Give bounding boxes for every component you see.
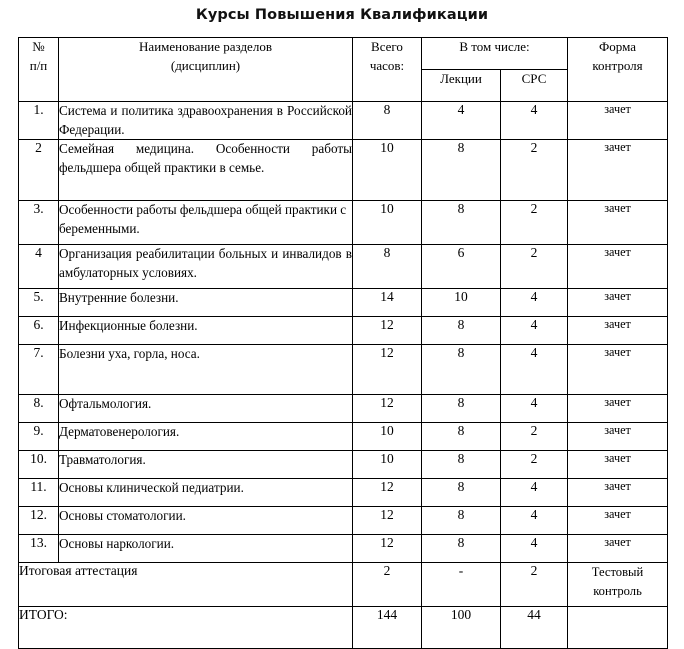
- cell-srs: 2: [501, 451, 568, 479]
- cell-section-name: Дерматовенерология.: [59, 423, 353, 451]
- cell-total-hours: 10: [353, 423, 422, 451]
- header-control-line1: Форма: [599, 39, 636, 54]
- header-number-line1: №: [32, 39, 45, 54]
- cell-total-hours: 8: [353, 245, 422, 289]
- attestation-control-line2: контроль: [593, 584, 642, 599]
- cell-control-form: зачет: [568, 317, 668, 345]
- cell-control-form: зачет: [568, 479, 668, 507]
- table-row: [19, 345, 668, 395]
- cell-lectures: 8: [422, 140, 501, 201]
- curriculum-table-wrapper: [18, 37, 667, 649]
- cell-srs: 2: [501, 140, 568, 201]
- cell-number: 10.: [19, 451, 59, 479]
- cell-lectures: 8: [422, 395, 501, 423]
- header-cell-number: [19, 38, 59, 102]
- cell-section-name: Офтальмология.: [59, 395, 353, 423]
- cell-section-name: Основы клинической педиатрии.: [59, 479, 353, 507]
- cell-srs: 4: [501, 479, 568, 507]
- header-cell-including: В том числе:: [422, 38, 568, 70]
- cell-attestation-lectures: -: [422, 563, 501, 607]
- cell-total-hours: 10: [353, 201, 422, 245]
- cell-control-form: зачет: [568, 423, 668, 451]
- cell-lectures: 8: [422, 317, 501, 345]
- header-name-line1: Наименование разделов: [139, 39, 272, 54]
- cell-number: 4: [19, 245, 59, 289]
- cell-srs: 2: [501, 423, 568, 451]
- table-row: [19, 451, 668, 479]
- table-row: [19, 507, 668, 535]
- cell-total-hours: 14: [353, 289, 422, 317]
- table-row: [19, 479, 668, 507]
- header-cell-name: [59, 38, 353, 102]
- header-cell-lectures: Лекции: [422, 70, 501, 102]
- cell-attestation-srs: 2: [501, 563, 568, 607]
- cell-lectures: 4: [422, 102, 501, 140]
- cell-number: 11.: [19, 479, 59, 507]
- cell-section-name: Внутренние болезни.: [59, 289, 353, 317]
- cell-control-form: зачет: [568, 245, 668, 289]
- table-row: [19, 102, 668, 140]
- cell-number: 3.: [19, 201, 59, 245]
- cell-total-hours: 12: [353, 395, 422, 423]
- table-row: [19, 140, 668, 201]
- cell-total-hours: 12: [353, 317, 422, 345]
- cell-srs: 4: [501, 395, 568, 423]
- cell-srs: 4: [501, 289, 568, 317]
- cell-lectures: 8: [422, 201, 501, 245]
- cell-section-name: Основы наркологии.: [59, 535, 353, 563]
- cell-control-form: зачет: [568, 507, 668, 535]
- cell-total-hours: 12: [353, 535, 422, 563]
- cell-total-hours: 8: [353, 102, 422, 140]
- cell-control-form: зачет: [568, 102, 668, 140]
- cell-lectures: 8: [422, 535, 501, 563]
- cell-srs: 4: [501, 102, 568, 140]
- cell-attestation-total: 2: [353, 563, 422, 607]
- cell-section-name: Особенности работы фельдшера общей практики с беременными.: [59, 201, 353, 245]
- cell-number: 6.: [19, 317, 59, 345]
- cell-lectures: 8: [422, 479, 501, 507]
- header-row-primary: [19, 38, 668, 70]
- cell-number: 9.: [19, 423, 59, 451]
- cell-attestation-label: Итоговая аттестация: [19, 563, 353, 607]
- cell-control-form: зачет: [568, 201, 668, 245]
- table-row: [19, 423, 668, 451]
- cell-srs: 4: [501, 507, 568, 535]
- cell-srs: 2: [501, 201, 568, 245]
- cell-attestation-control: [568, 563, 668, 607]
- cell-control-form: зачет: [568, 345, 668, 395]
- header-total-line1: Всего: [371, 39, 403, 54]
- attestation-control-line1: Тестовый: [591, 565, 644, 580]
- cell-control-form: зачет: [568, 140, 668, 201]
- cell-section-name: Травматология.: [59, 451, 353, 479]
- cell-section-name: Основы стоматологии.: [59, 507, 353, 535]
- header-cell-srs: СРС: [501, 70, 568, 102]
- cell-lectures: 8: [422, 423, 501, 451]
- table-body: [19, 102, 668, 649]
- table-row: [19, 317, 668, 345]
- cell-number: 13.: [19, 535, 59, 563]
- curriculum-table: [18, 37, 668, 649]
- cell-total-hours: 10: [353, 140, 422, 201]
- header-cell-control-form: [568, 38, 668, 102]
- cell-srs: 4: [501, 317, 568, 345]
- cell-total-srs-sum: 44: [501, 607, 568, 649]
- cell-number: 2: [19, 140, 59, 201]
- cell-total-hours: 12: [353, 479, 422, 507]
- header-name-line2: (дисциплин): [170, 57, 241, 73]
- cell-lectures: 8: [422, 507, 501, 535]
- table-header: [19, 38, 668, 102]
- cell-lectures: 10: [422, 289, 501, 317]
- cell-section-name: Болезни уха, горла, носа.: [59, 345, 353, 395]
- cell-section-name: Семейная медицина. Особенности работы фельдшера общей практики в семье.: [59, 140, 353, 201]
- table-row: [19, 395, 668, 423]
- page-title: Курсы Повышения Квалификации: [195, 7, 489, 23]
- cell-total-hours: 12: [353, 345, 422, 395]
- header-total-line2: часов:: [369, 57, 405, 73]
- cell-lectures: 8: [422, 345, 501, 395]
- cell-number: 7.: [19, 345, 59, 395]
- cell-lectures: 8: [422, 451, 501, 479]
- cell-number: 1.: [19, 102, 59, 140]
- cell-section-name: Система и политика здравоохранения в Российской Федерации.: [59, 102, 353, 140]
- cell-section-name: Инфекционные болезни.: [59, 317, 353, 345]
- table-row: [19, 245, 668, 289]
- cell-number: 5.: [19, 289, 59, 317]
- cell-control-form: зачет: [568, 451, 668, 479]
- cell-number: 12.: [19, 507, 59, 535]
- cell-srs: 4: [501, 535, 568, 563]
- table-row-final-attestation: [19, 563, 668, 607]
- cell-control-form: зачет: [568, 289, 668, 317]
- cell-control-form: зачет: [568, 395, 668, 423]
- cell-control-form: зачет: [568, 535, 668, 563]
- cell-total-hours-sum: 144: [353, 607, 422, 649]
- cell-total-hours: 10: [353, 451, 422, 479]
- cell-srs: 2: [501, 245, 568, 289]
- table-row: [19, 535, 668, 563]
- cell-srs: 4: [501, 345, 568, 395]
- cell-lectures: 6: [422, 245, 501, 289]
- cell-section-name: Организация реабилитации больных и инвалидов в амбулаторных условиях.: [59, 245, 353, 289]
- cell-total-lectures-sum: 100: [422, 607, 501, 649]
- cell-total-label: ИТОГО:: [19, 607, 353, 649]
- table-row: [19, 201, 668, 245]
- header-control-line2: контроля: [592, 57, 643, 73]
- header-cell-total-hours: [353, 38, 422, 102]
- header-number-line2: п/п: [29, 57, 48, 73]
- cell-total-hours: 12: [353, 507, 422, 535]
- cell-number: 8.: [19, 395, 59, 423]
- table-row: [19, 289, 668, 317]
